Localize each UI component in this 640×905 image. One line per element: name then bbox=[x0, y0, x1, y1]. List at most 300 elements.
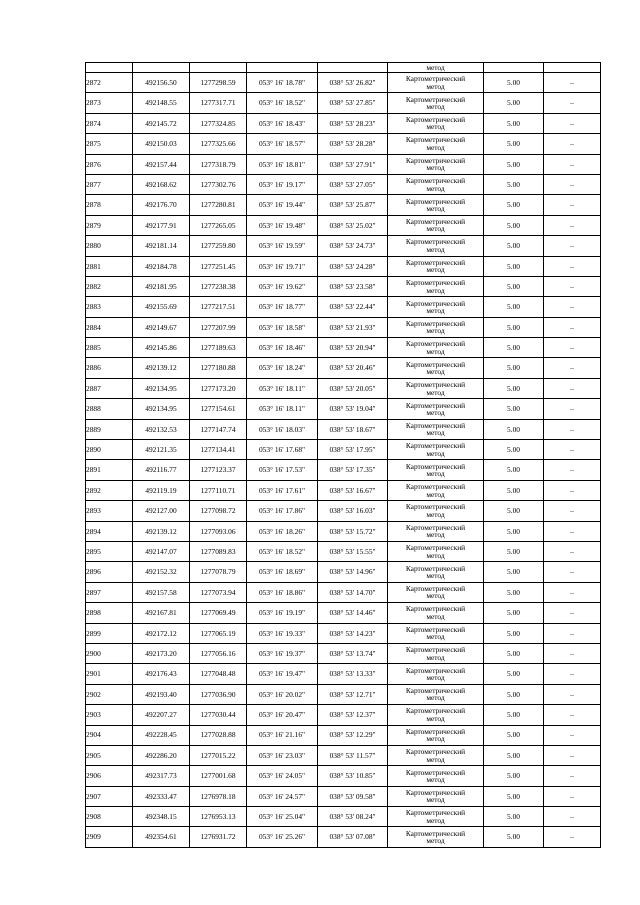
table-cell bbox=[318, 63, 388, 73]
point-number-cell: 2891 bbox=[86, 460, 133, 480]
y-coordinate-cell: 1277036.90 bbox=[190, 684, 247, 704]
longitude-cell: 038° 53' 08.24" bbox=[318, 807, 388, 827]
y-coordinate-cell: 1277189.63 bbox=[190, 338, 247, 358]
method-line-2: метод bbox=[426, 122, 445, 132]
note-cell: – bbox=[544, 358, 601, 378]
x-coordinate-cell: 492132.53 bbox=[133, 419, 190, 439]
point-number-cell: 2894 bbox=[86, 521, 133, 541]
y-coordinate-cell: 1277110.71 bbox=[190, 480, 247, 500]
method-line-1: Картометрический bbox=[405, 400, 466, 410]
x-coordinate-cell: 492193.40 bbox=[133, 684, 190, 704]
x-coordinate-cell: 492152.32 bbox=[133, 562, 190, 582]
table-row bbox=[86, 440, 601, 460]
x-coordinate-cell: 492121.35 bbox=[133, 440, 190, 460]
accuracy-cell: 5.00 bbox=[484, 154, 544, 174]
table-row bbox=[86, 705, 601, 725]
y-coordinate-cell: 1277123.37 bbox=[190, 460, 247, 480]
y-coordinate-cell: 1277056.16 bbox=[190, 643, 247, 663]
accuracy-cell: 5.00 bbox=[484, 705, 544, 725]
accuracy-cell: 5.00 bbox=[484, 338, 544, 358]
table-row bbox=[86, 276, 601, 296]
longitude-cell: 038° 53' 14.96" bbox=[318, 562, 388, 582]
x-coordinate-cell: 492156.50 bbox=[133, 73, 190, 93]
method-cell bbox=[388, 766, 484, 786]
method-cell bbox=[388, 643, 484, 663]
note-cell: – bbox=[544, 297, 601, 317]
method-line-1: Картометрический bbox=[405, 441, 466, 451]
x-coordinate-cell: 492148.55 bbox=[133, 93, 190, 113]
method-line-2: метод bbox=[426, 224, 445, 234]
longitude-cell: 038° 53' 17.35" bbox=[318, 460, 388, 480]
y-coordinate-cell: 1277280.81 bbox=[190, 195, 247, 215]
x-coordinate-cell: 492286.20 bbox=[133, 745, 190, 765]
point-number-cell: 2903 bbox=[86, 705, 133, 725]
point-number-cell: 2889 bbox=[86, 419, 133, 439]
table-row bbox=[86, 684, 601, 704]
point-number-cell: 2883 bbox=[86, 297, 133, 317]
method-cell bbox=[388, 521, 484, 541]
table-row bbox=[86, 480, 601, 500]
longitude-cell: 038° 53' 27.05" bbox=[318, 174, 388, 194]
method-cell bbox=[388, 195, 484, 215]
method-line-2: метод bbox=[426, 142, 445, 152]
method-cell bbox=[388, 256, 484, 276]
y-coordinate-cell: 1277069.49 bbox=[190, 603, 247, 623]
y-coordinate-cell: 1277324.85 bbox=[190, 113, 247, 133]
table-row bbox=[86, 766, 601, 786]
table-row bbox=[86, 256, 601, 276]
latitude-cell: 053° 16' 18.58" bbox=[247, 317, 318, 337]
x-coordinate-cell: 492176.43 bbox=[133, 664, 190, 684]
point-number-cell: 2900 bbox=[86, 643, 133, 663]
point-number-cell: 2896 bbox=[86, 562, 133, 582]
note-cell: – bbox=[544, 603, 601, 623]
y-coordinate-cell: 1277078.79 bbox=[190, 562, 247, 582]
method-line-1: Картометрический bbox=[405, 135, 466, 145]
method-cell bbox=[388, 338, 484, 358]
y-coordinate-cell: 1277325.66 bbox=[190, 134, 247, 154]
note-cell: – bbox=[544, 419, 601, 439]
accuracy-cell: 5.00 bbox=[484, 215, 544, 235]
method-line-2: метод bbox=[426, 509, 445, 519]
point-number-cell: 2878 bbox=[86, 195, 133, 215]
method-cell bbox=[388, 460, 484, 480]
latitude-cell: 053° 16' 18.52" bbox=[247, 93, 318, 113]
table-row bbox=[86, 195, 601, 215]
latitude-cell: 053° 16' 18.57" bbox=[247, 134, 318, 154]
method-cell bbox=[388, 603, 484, 623]
method-line-2: метод bbox=[426, 163, 445, 173]
latitude-cell: 053° 16' 19.37" bbox=[247, 643, 318, 663]
note-cell: – bbox=[544, 623, 601, 643]
point-number-cell: 2885 bbox=[86, 338, 133, 358]
method-line-1: Картометрический bbox=[405, 318, 466, 328]
method-cell bbox=[388, 358, 484, 378]
note-cell: – bbox=[544, 236, 601, 256]
latitude-cell: 053° 16' 17.53" bbox=[247, 460, 318, 480]
method-line-1: Картометрический bbox=[405, 624, 466, 634]
accuracy-cell: 5.00 bbox=[484, 378, 544, 398]
accuracy-cell: 5.00 bbox=[484, 582, 544, 602]
longitude-cell: 038° 53' 20.05" bbox=[318, 378, 388, 398]
point-number-cell: 2898 bbox=[86, 603, 133, 623]
method-line-1: Картометрический bbox=[405, 522, 466, 532]
accuracy-cell: 5.00 bbox=[484, 73, 544, 93]
latitude-cell: 053° 16' 18.11" bbox=[247, 399, 318, 419]
accuracy-cell: 5.00 bbox=[484, 827, 544, 847]
method-line-1: Картометрический bbox=[405, 155, 466, 165]
x-coordinate-cell: 492139.12 bbox=[133, 521, 190, 541]
point-number-cell: 2899 bbox=[86, 623, 133, 643]
note-cell: – bbox=[544, 460, 601, 480]
y-coordinate-cell: 1277259.80 bbox=[190, 236, 247, 256]
method-cell bbox=[388, 174, 484, 194]
longitude-cell: 038° 53' 26.82" bbox=[318, 73, 388, 93]
table-row bbox=[86, 807, 601, 827]
note-cell: – bbox=[544, 134, 601, 154]
point-number-cell: 2892 bbox=[86, 480, 133, 500]
method-line-1: Картометрический bbox=[405, 563, 466, 573]
latitude-cell: 053° 16' 18.69" bbox=[247, 562, 318, 582]
method-line-2: метод bbox=[426, 632, 445, 642]
point-number-cell: 2875 bbox=[86, 134, 133, 154]
table-row bbox=[86, 93, 601, 113]
point-number-cell: 2887 bbox=[86, 378, 133, 398]
accuracy-cell: 5.00 bbox=[484, 786, 544, 806]
longitude-cell: 038° 53' 13.74" bbox=[318, 643, 388, 663]
point-number-cell: 2890 bbox=[86, 440, 133, 460]
longitude-cell: 038° 53' 12.37" bbox=[318, 705, 388, 725]
method-line-2: метод bbox=[426, 448, 445, 458]
point-number-cell: 2908 bbox=[86, 807, 133, 827]
method-cell bbox=[388, 378, 484, 398]
x-coordinate-cell: 492157.44 bbox=[133, 154, 190, 174]
method-line-2: метод bbox=[426, 285, 445, 295]
method-line-1: Картометрический bbox=[405, 787, 466, 797]
method-line-1: Картометрический bbox=[405, 359, 466, 369]
longitude-cell: 038° 53' 20.46" bbox=[318, 358, 388, 378]
accuracy-cell: 5.00 bbox=[484, 766, 544, 786]
method-line-2: метод bbox=[426, 550, 445, 560]
longitude-cell: 038° 53' 24.28" bbox=[318, 256, 388, 276]
accuracy-cell: 5.00 bbox=[484, 134, 544, 154]
method-cell bbox=[388, 501, 484, 521]
method-line-2: метод bbox=[426, 652, 445, 662]
y-coordinate-cell: 1277065.19 bbox=[190, 623, 247, 643]
latitude-cell: 053° 16' 17.68" bbox=[247, 440, 318, 460]
latitude-cell: 053° 16' 18.78" bbox=[247, 73, 318, 93]
accuracy-cell: 5.00 bbox=[484, 541, 544, 561]
table-cell bbox=[247, 63, 318, 73]
point-number-cell: 2893 bbox=[86, 501, 133, 521]
accuracy-cell: 5.00 bbox=[484, 807, 544, 827]
point-number-cell: 2902 bbox=[86, 684, 133, 704]
point-number-cell: 2907 bbox=[86, 786, 133, 806]
y-coordinate-cell: 1277147.74 bbox=[190, 419, 247, 439]
method-line-1: Картометрический bbox=[405, 298, 466, 308]
method-line-2: метод bbox=[426, 530, 445, 540]
latitude-cell: 053° 16' 17.61" bbox=[247, 480, 318, 500]
x-coordinate-cell: 492333.47 bbox=[133, 786, 190, 806]
y-coordinate-cell: 1277318.79 bbox=[190, 154, 247, 174]
method-line-1: Картометрический bbox=[405, 502, 466, 512]
point-number-cell: 2880 bbox=[86, 236, 133, 256]
method-line-2: метод bbox=[426, 693, 445, 703]
accuracy-cell: 5.00 bbox=[484, 276, 544, 296]
longitude-cell: 038° 53' 15.72" bbox=[318, 521, 388, 541]
method-line-1: Картометрический bbox=[405, 645, 466, 655]
longitude-cell: 038° 53' 19.04" bbox=[318, 399, 388, 419]
accuracy-cell: 5.00 bbox=[484, 603, 544, 623]
note-cell: – bbox=[544, 541, 601, 561]
latitude-cell: 053° 16' 25.04" bbox=[247, 807, 318, 827]
method-line-2: метод bbox=[426, 367, 445, 377]
x-coordinate-cell: 492145.72 bbox=[133, 113, 190, 133]
method-cell bbox=[388, 541, 484, 561]
latitude-cell: 053° 16' 19.59" bbox=[247, 236, 318, 256]
method-cell bbox=[388, 705, 484, 725]
longitude-cell: 038° 53' 09.58" bbox=[318, 786, 388, 806]
method-cell bbox=[388, 276, 484, 296]
note-cell: – bbox=[544, 276, 601, 296]
table-row bbox=[86, 745, 601, 765]
point-number-cell: 2886 bbox=[86, 358, 133, 378]
table-row bbox=[86, 827, 601, 847]
note-cell: – bbox=[544, 684, 601, 704]
method-cell bbox=[388, 623, 484, 643]
y-coordinate-cell: 1276931.72 bbox=[190, 827, 247, 847]
point-number-cell: 2897 bbox=[86, 582, 133, 602]
accuracy-cell: 5.00 bbox=[484, 725, 544, 745]
x-coordinate-cell: 492127.00 bbox=[133, 501, 190, 521]
note-cell: – bbox=[544, 154, 601, 174]
x-coordinate-cell: 492207.27 bbox=[133, 705, 190, 725]
point-number-cell: 2872 bbox=[86, 73, 133, 93]
method-line-1: Картометрический bbox=[405, 767, 466, 777]
y-coordinate-cell: 1277048.48 bbox=[190, 664, 247, 684]
y-coordinate-cell: 1277089.83 bbox=[190, 541, 247, 561]
x-coordinate-cell: 492176.70 bbox=[133, 195, 190, 215]
method-line-2: метод bbox=[426, 774, 445, 784]
y-coordinate-cell: 1277180.88 bbox=[190, 358, 247, 378]
latitude-cell: 053° 16' 19.19" bbox=[247, 603, 318, 623]
point-number-cell: 2905 bbox=[86, 745, 133, 765]
x-coordinate-cell: 492173.20 bbox=[133, 643, 190, 663]
longitude-cell: 038° 53' 16.67" bbox=[318, 480, 388, 500]
method-line-2: метод bbox=[426, 183, 445, 193]
latitude-cell: 053° 16' 19.71" bbox=[247, 256, 318, 276]
method-line-1: Картометрический bbox=[405, 726, 466, 736]
table-row bbox=[86, 297, 601, 317]
method-line-2: метод bbox=[426, 428, 445, 438]
latitude-cell: 053° 16' 18.26" bbox=[247, 521, 318, 541]
method-line-1: Картометрический bbox=[405, 706, 466, 716]
method-line-1: Картометрический bbox=[405, 257, 466, 267]
method-cell bbox=[388, 399, 484, 419]
longitude-cell: 038° 53' 25.87" bbox=[318, 195, 388, 215]
method-line-1: Картометрический bbox=[405, 686, 466, 695]
method-cell bbox=[388, 725, 484, 745]
y-coordinate-cell: 1276978.18 bbox=[190, 786, 247, 806]
note-cell: – bbox=[544, 582, 601, 602]
x-coordinate-cell: 492150.03 bbox=[133, 134, 190, 154]
accuracy-cell: 5.00 bbox=[484, 684, 544, 704]
method-line-1: Картометрический bbox=[405, 604, 466, 614]
method-cell bbox=[388, 113, 484, 133]
method-line-2: метод bbox=[426, 81, 445, 91]
table-row bbox=[86, 73, 601, 93]
method-line-2: метод bbox=[426, 611, 445, 621]
method-line-2: метод bbox=[426, 795, 445, 805]
table-row bbox=[86, 643, 601, 663]
x-coordinate-cell: 492172.12 bbox=[133, 623, 190, 643]
note-cell: – bbox=[544, 317, 601, 337]
table-row bbox=[86, 562, 601, 582]
note-cell: – bbox=[544, 643, 601, 663]
table-row bbox=[86, 134, 601, 154]
latitude-cell: 053° 16' 18.52" bbox=[247, 541, 318, 561]
x-coordinate-cell: 492157.58 bbox=[133, 582, 190, 602]
longitude-cell: 038° 53' 24.73" bbox=[318, 236, 388, 256]
method-cell bbox=[388, 317, 484, 337]
latitude-cell: 053° 16' 18.81" bbox=[247, 154, 318, 174]
coordinates-table bbox=[85, 62, 601, 848]
method-line-1: Картометрический bbox=[405, 237, 466, 247]
y-coordinate-cell: 1277238.38 bbox=[190, 276, 247, 296]
table-row bbox=[86, 521, 601, 541]
table-row bbox=[86, 541, 601, 561]
latitude-cell: 053° 16' 18.11" bbox=[247, 378, 318, 398]
method-cell bbox=[388, 215, 484, 235]
point-number-cell: 2882 bbox=[86, 276, 133, 296]
method-line-1: Картометрический bbox=[405, 196, 466, 206]
note-cell: – bbox=[544, 256, 601, 276]
method-line-2: метод bbox=[426, 407, 445, 417]
accuracy-cell: 5.00 bbox=[484, 419, 544, 439]
x-coordinate-cell: 492139.12 bbox=[133, 358, 190, 378]
y-coordinate-cell: 1277207.99 bbox=[190, 317, 247, 337]
note-cell: – bbox=[544, 195, 601, 215]
y-coordinate-cell: 1277302.76 bbox=[190, 174, 247, 194]
y-coordinate-cell: 1277154.61 bbox=[190, 399, 247, 419]
latitude-cell: 053° 16' 23.03" bbox=[247, 745, 318, 765]
method-cell bbox=[388, 440, 484, 460]
latitude-cell: 053° 16' 19.44" bbox=[247, 195, 318, 215]
table-row bbox=[86, 154, 601, 174]
method-cell bbox=[388, 562, 484, 582]
method-line-1: Картометрический bbox=[405, 176, 466, 186]
x-coordinate-cell: 492145.86 bbox=[133, 338, 190, 358]
note-cell: – bbox=[544, 399, 601, 419]
method-line-2: метод bbox=[426, 754, 445, 764]
latitude-cell: 053° 16' 24.57" bbox=[247, 786, 318, 806]
y-coordinate-cell: 1277098.72 bbox=[190, 501, 247, 521]
method-line-1: Картометрический bbox=[405, 828, 466, 838]
x-coordinate-cell: 492348.15 bbox=[133, 807, 190, 827]
method-cell bbox=[388, 582, 484, 602]
latitude-cell: 053° 16' 19.47" bbox=[247, 664, 318, 684]
accuracy-cell: 5.00 bbox=[484, 460, 544, 480]
point-number-cell: 2909 bbox=[86, 827, 133, 847]
longitude-cell: 038° 53' 16.03" bbox=[318, 501, 388, 521]
table-row bbox=[86, 113, 601, 133]
y-coordinate-cell: 1277317.71 bbox=[190, 93, 247, 113]
latitude-cell: 053° 16' 20.47" bbox=[247, 705, 318, 725]
table-row bbox=[86, 623, 601, 643]
note-cell: – bbox=[544, 766, 601, 786]
method-cell: метод bbox=[388, 63, 484, 73]
longitude-cell: 038° 53' 14.23" bbox=[318, 623, 388, 643]
document-page bbox=[85, 62, 600, 848]
method-line-2: метод bbox=[426, 204, 445, 214]
point-number-cell: 2874 bbox=[86, 113, 133, 133]
accuracy-cell: 5.00 bbox=[484, 317, 544, 337]
accuracy-cell: 5.00 bbox=[484, 562, 544, 582]
method-cell bbox=[388, 786, 484, 806]
table-row bbox=[86, 215, 601, 235]
method-line-1: Картометрический bbox=[405, 94, 466, 104]
latitude-cell: 053° 16' 25.26" bbox=[247, 827, 318, 847]
latitude-cell: 053° 16' 19.62" bbox=[247, 276, 318, 296]
y-coordinate-cell: 1277298.59 bbox=[190, 73, 247, 93]
y-coordinate-cell: 1277134.41 bbox=[190, 440, 247, 460]
x-coordinate-cell: 492177.91 bbox=[133, 215, 190, 235]
longitude-cell: 038° 53' 11.57" bbox=[318, 745, 388, 765]
note-cell: – bbox=[544, 338, 601, 358]
longitude-cell: 038° 53' 12.71" bbox=[318, 684, 388, 704]
table-row bbox=[86, 664, 601, 684]
note-cell: – bbox=[544, 562, 601, 582]
accuracy-cell: 5.00 bbox=[484, 643, 544, 663]
point-number-cell: 2888 bbox=[86, 399, 133, 419]
longitude-cell: 038° 53' 14.46" bbox=[318, 603, 388, 623]
longitude-cell: 038° 53' 21.93" bbox=[318, 317, 388, 337]
accuracy-cell: 5.00 bbox=[484, 623, 544, 643]
method-line-1: Картометрический bbox=[405, 665, 466, 675]
note-cell: – bbox=[544, 725, 601, 745]
x-coordinate-cell: 492147.07 bbox=[133, 541, 190, 561]
table-row bbox=[86, 725, 601, 745]
point-number-cell: 2873 bbox=[86, 93, 133, 113]
method-line-2: метод bbox=[426, 387, 445, 397]
x-coordinate-cell: 492155.69 bbox=[133, 297, 190, 317]
y-coordinate-cell: 1277028.88 bbox=[190, 725, 247, 745]
note-cell: – bbox=[544, 113, 601, 133]
accuracy-cell: 5.00 bbox=[484, 480, 544, 500]
accuracy-cell: 5.00 bbox=[484, 358, 544, 378]
x-coordinate-cell: 492354.61 bbox=[133, 827, 190, 847]
latitude-cell: 053° 16' 21.16" bbox=[247, 725, 318, 745]
table-row bbox=[86, 603, 601, 623]
y-coordinate-cell: 1277073.94 bbox=[190, 582, 247, 602]
y-coordinate-cell: 1277217.51 bbox=[190, 297, 247, 317]
note-cell: – bbox=[544, 807, 601, 827]
x-coordinate-cell: 492134.95 bbox=[133, 399, 190, 419]
x-coordinate-cell: 492317.73 bbox=[133, 766, 190, 786]
method-line-1: Картометрический bbox=[405, 74, 466, 84]
method-line-2: метод bbox=[426, 734, 445, 744]
method-line-2: метод bbox=[426, 836, 445, 846]
method-line-2: метод bbox=[426, 571, 445, 581]
x-coordinate-cell: 492134.95 bbox=[133, 378, 190, 398]
note-cell: – bbox=[544, 440, 601, 460]
note-cell: – bbox=[544, 215, 601, 235]
longitude-cell: 038° 53' 12.29" bbox=[318, 725, 388, 745]
accuracy-cell: 5.00 bbox=[484, 174, 544, 194]
method-line-1: Картометрический bbox=[405, 808, 466, 818]
y-coordinate-cell: 1277265.05 bbox=[190, 215, 247, 235]
note-cell: – bbox=[544, 827, 601, 847]
